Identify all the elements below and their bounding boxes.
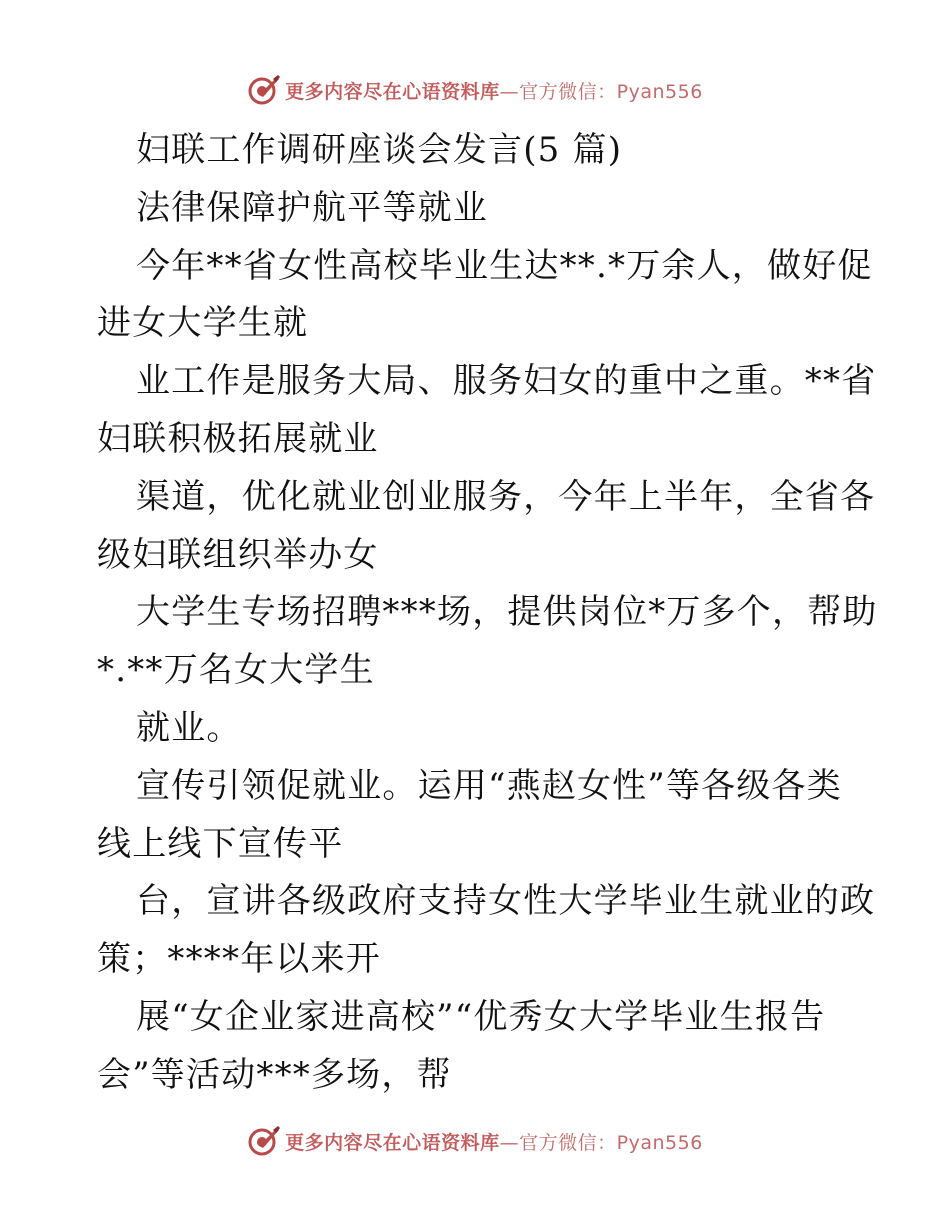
paragraph-line: 妇联积极拓展就业 [97,418,379,459]
watermark-separator: — [499,80,520,103]
paragraph-line: 业工作是服务大局、服务妇女的重中之重。**省 [136,361,877,402]
watermark-text [285,1128,703,1155]
paragraph-line: 进女大学生就 [97,303,309,344]
paragraph-line: 渠道，优化就业创业服务，今年上半年，全省各 [136,476,876,517]
paragraph-line: 级妇联组织举办女 [97,534,379,575]
paragraph-line: 宣传引领促就业。运用“燕赵女性”等各级各类 [136,765,842,806]
watermark-wechat-text: 官方微信：Pyan556 [519,1131,703,1154]
paragraph-line: 就业。 [136,707,242,748]
document-body [97,122,878,1105]
header-watermark [0,70,950,110]
watermark-separator: — [499,1131,520,1154]
quill-logo-icon [247,1124,281,1158]
paragraph-line: *.**万名女大学生 [97,650,375,691]
paragraph-line: 策；****年以来开 [97,939,381,980]
quill-logo-icon [247,73,281,107]
paragraph-line: 展“女企业家进高校”“优秀女大学毕业生报告 [136,996,826,1037]
paragraph-line: 今年**省女性高校毕业生达**.*万余人，做好促 [136,245,873,286]
document-title: 妇联工作调研座谈会发言(5 篇) [136,130,623,170]
watermark-main-text: 更多内容尽在心语资料库 [285,80,500,103]
footer-watermark [0,1121,950,1161]
paragraph-line: 线上线下宣传平 [97,823,344,864]
watermark-wechat-text: 官方微信：Pyan556 [519,80,703,103]
watermark-main-text: 更多内容尽在心语资料库 [285,1131,500,1154]
section-heading: 法律保障护航平等就业 [136,187,488,228]
paragraph-line: 大学生专场招聘***场，提供岗位*万多个，帮助 [136,592,878,633]
paragraph-line: 台，宣讲各级政府支持女性大学毕业生就业的政 [136,881,876,922]
watermark-text [285,77,703,104]
paragraph-line: 会”等活动***多场，帮 [97,1054,452,1095]
